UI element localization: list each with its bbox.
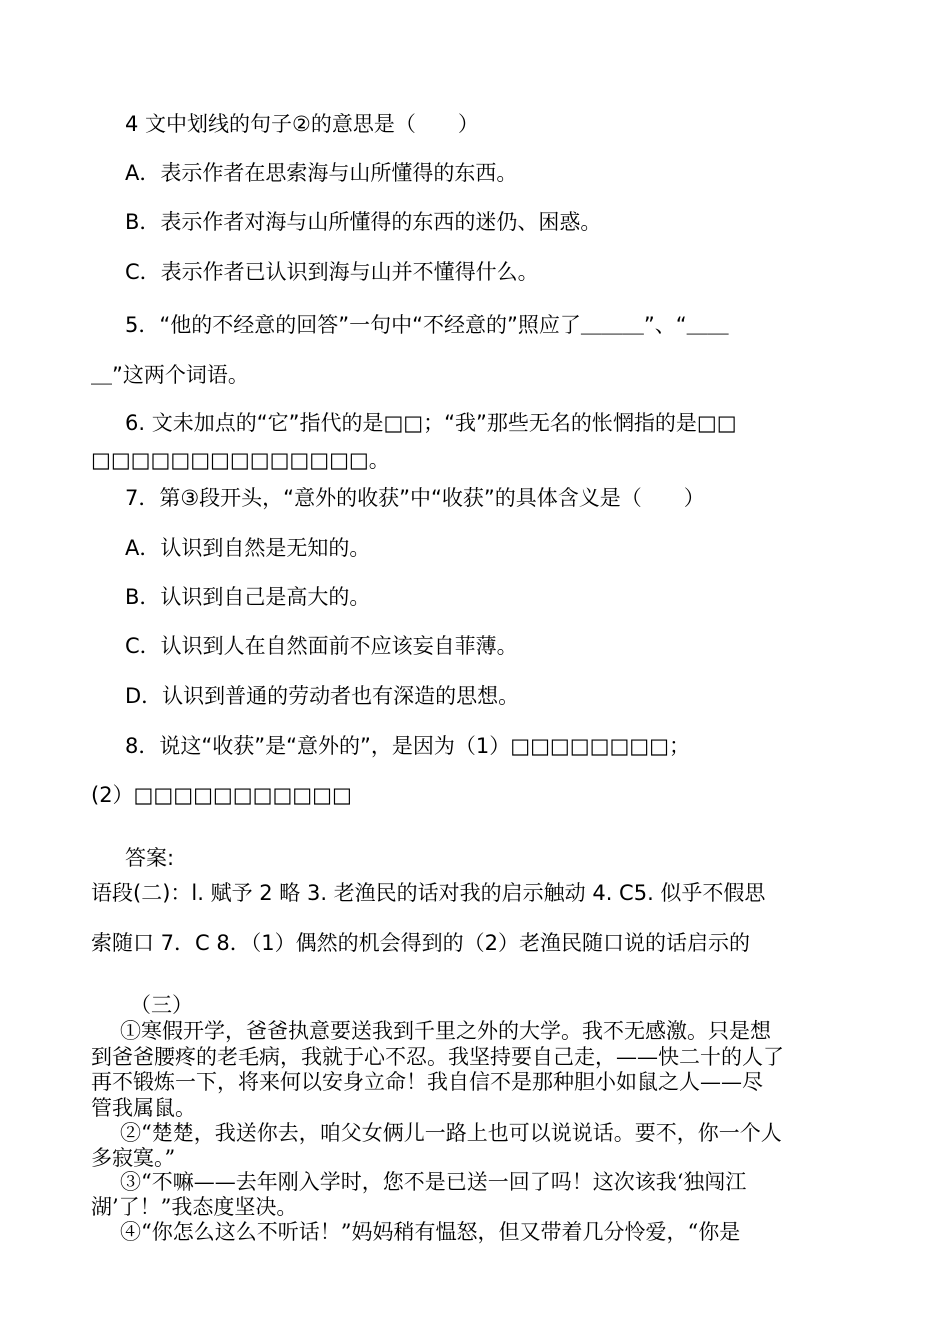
question-7-option-c: C．认识到人在自然面前不应该妄自菲薄。 [125, 634, 518, 658]
question-4-option-a: A．表示作者在思索海与山所懂得的东西。 [125, 161, 518, 185]
paragraph-2-line-1: ②“楚楚，我送你去，咱父女俩儿一路上也可以说说话。要不，你一个人 [120, 1121, 782, 1145]
question-4-option-c: C．表示作者已认识到海与山并不懂得什么。 [125, 260, 539, 284]
question-7: 7．第③段开头，“意外的收获”中“收获”的具体含义是（ ） [125, 486, 705, 510]
question-7-option-d: D．认识到普通的劳动者也有深造的思想。 [125, 684, 520, 708]
answers-heading: 答案: [125, 846, 175, 870]
answers-line-2: 索随口 7．C 8．（1）偶然的机会得到的（2）老渔民随口说的话启示的 [91, 931, 750, 955]
paragraph-3-line-2: 湖’了！”我态度坚决。 [91, 1195, 298, 1219]
question-6-line-1: 6. 文未加点的“它”指代的是□□；“我”那些无名的怅惘指的是□□ [125, 411, 737, 435]
question-5-line-2: ＿”这两个词语。 [91, 363, 249, 387]
question-6-line-2: □□□□□□□□□□□□□□。 [91, 448, 390, 472]
question-5-line-1: 5．“他的不经意的回答”一句中“不经意的”照应了＿＿＿”、“＿＿ [125, 313, 729, 337]
section-title: （三） [130, 993, 193, 1017]
question-4: 4 文中划线的句子②的意思是（ ） [125, 112, 479, 136]
question-8-line-1: 8．说这“收获”是“意外的”，是因为（1）□□□□□□□□； [125, 734, 690, 758]
question-7-option-b: B．认识到自己是高大的。 [125, 585, 371, 609]
paragraph-3-line-1: ③“不嘛——去年刚入学时，您不是已送一回了吗！这次该我‘独闯江 [120, 1170, 747, 1194]
paragraph-4-line-1: ④“你怎么这么不听话！”妈妈稍有愠怒，但又带着几分怜爱，“你是 [120, 1220, 741, 1244]
question-4-option-b: B．表示作者对海与山所懂得的东西的迷仍、困惑。 [125, 210, 602, 234]
paragraph-1-line-4: 管我属鼠。 [91, 1096, 196, 1120]
paragraph-2-line-2: 多寂寞。” [91, 1146, 176, 1170]
question-8-line-2: (2）□□□□□□□□□□□ [91, 783, 352, 807]
answers-line-1: 语段(二)：l. 赋予 2 略 3. 老渔民的话对我的启示触动 4. C5. 似乎不假思 [91, 881, 766, 905]
paragraph-1-line-3: 再不锻炼一下，将来何以安身立命！我自信不是那种胆小如鼠之人——尽 [91, 1070, 763, 1094]
paragraph-1-line-1: ①寒假开学，爸爸执意要送我到千里之外的大学。我不无感激。只是想 [120, 1019, 771, 1043]
paragraph-1-line-2: 到爸爸腰疼的老毛病，我就于心不忍。我坚持要自己走，——快二十的人了 [91, 1045, 784, 1069]
question-7-option-a: A．认识到自然是无知的。 [125, 536, 371, 560]
